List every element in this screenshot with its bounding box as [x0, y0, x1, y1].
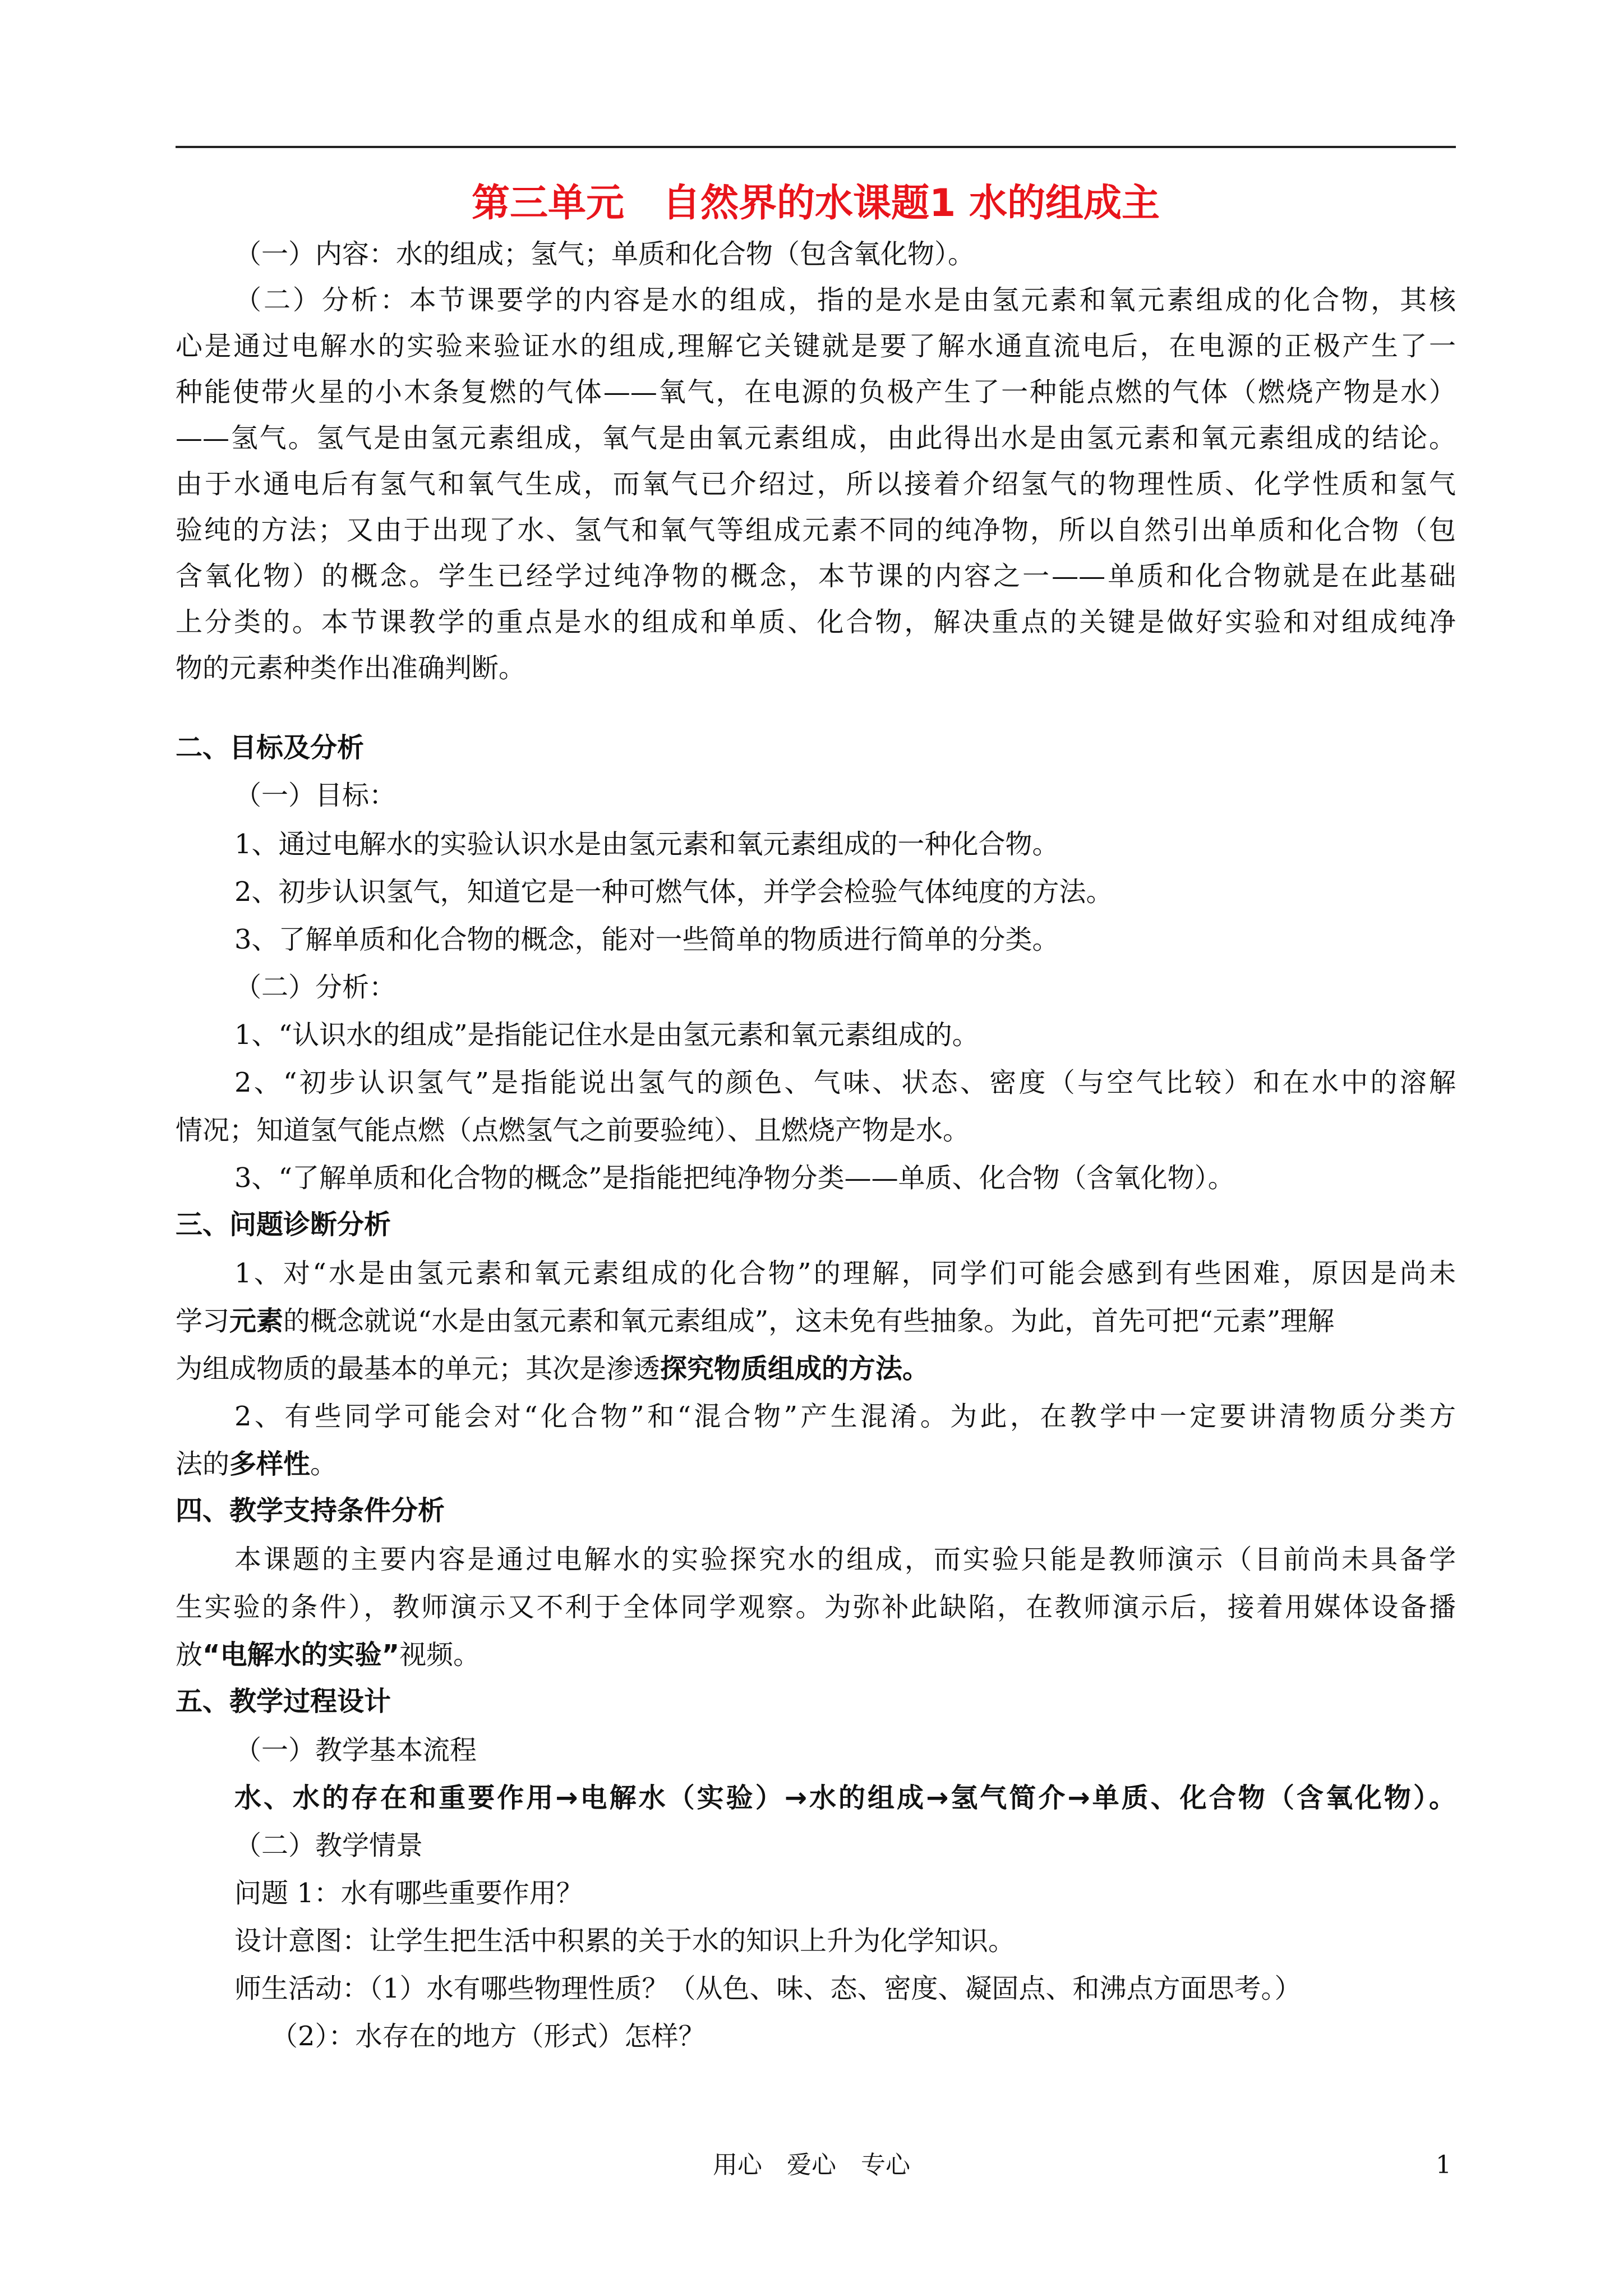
section-heading: 五、教学过程设计 — [176, 1686, 391, 1717]
paragraph-line: 放“电解水的实验”视频。 — [176, 1639, 481, 1671]
flow-label: （一）教学基本流程 — [234, 1734, 477, 1766]
analysis-line: 验纯的方法；又由于出现了水、氢气和氧气等组成元素不同的纯净物，所以自然引出单质和化合物（包 — [176, 514, 1456, 546]
goal-item: 3、了解单质和化合物的概念，能对一些简单的物质进行简单的分类。 — [234, 924, 1059, 955]
content-line: （一）内容：水的组成；氢气；单质和化合物（包含氧化物）。 — [234, 238, 975, 270]
analysis-line: 由于水通电后有氢气和氧气生成，而氧气已介绍过，所以接着介绍氢气的物理性质、化学性质和氢气 — [176, 468, 1456, 500]
analysis-item: 情况；知道氢气能点燃（点燃氢气之前要验纯）、且燃烧产物是水。 — [176, 1115, 970, 1146]
analysis-item: 2、“初步认识氢气”是指能说出氢气的颜色、气味、状态、密度（与空气比较）和在水中的溶解 — [234, 1067, 1456, 1098]
paragraph-line: 2、有些同学可能会对“化合物”和“混合物”产生混淆。为此，在教学中一定要讲清物质分类方 — [234, 1401, 1456, 1432]
analysis-line: 上分类的。本节课教学的重点是水的组成和单质、化合物，解决重点的关键是做好实验和对组成纯净 — [176, 606, 1456, 638]
section-heading: 三、问题诊断分析 — [176, 1209, 391, 1240]
scene-label: （二）教学情景 — [234, 1830, 423, 1861]
section-heading: 二、目标及分析 — [176, 732, 365, 763]
analysis-line: 物的元素种类作出准确判断。 — [176, 652, 526, 684]
activity-line: 师生活动：（1）水有哪些物理性质？（从色、味、态、密度、凝固点、和沸点方面思考。） — [234, 1973, 1302, 2004]
paragraph-line: 法的多样性。 — [176, 1448, 338, 1480]
page-number: 1 — [1436, 2151, 1451, 2179]
question-line: 问题 1：水有哪些重要作用？ — [234, 1878, 583, 1909]
header-rule — [176, 146, 1456, 148]
emphasis-text: 探究物质组成的方法。 — [660, 1353, 930, 1384]
paragraph-line: 1、对“水是由氢元素和氧元素组成的化合物”的理解，同学们可能会感到有些困难，原因是尚未 — [234, 1258, 1456, 1289]
analysis-line: （二）分析：本节课要学的内容是水的组成，指的是水是由氢元素和氧元素组成的化合物，其核 — [234, 284, 1456, 316]
analysis-item: 1、“认识水的组成”是指能记住水是由氢元素和氧元素组成的。 — [234, 1019, 979, 1051]
paragraph-line: 本课题的主要内容是通过电解水的实验探究水的组成，而实验只能是教师演示（目前尚未具备学 — [234, 1544, 1456, 1575]
paragraph-line: 生实验的条件），教师演示又不利于全体同学观察。为弥补此缺陷，在教师演示后，接着用媒体设备播 — [176, 1591, 1456, 1623]
analysis-label: （二）分析： — [234, 972, 396, 1003]
paragraph-line: 学习元素的概念就说“水是由氢元素和氧元素组成”，这未免有些抽象。为此，首先可把“元素”理解 — [176, 1305, 1335, 1337]
analysis-line: ——氢气。氢气是由氢元素组成，氧气是由氧元素组成，由此得出水是由氢元素和氧元素组成的结论。 — [176, 422, 1456, 454]
paragraph-line: 为组成物质的最基本的单元；其次是渗透探究物质组成的方法。 — [176, 1353, 930, 1384]
page-footer: 用心 爱心 专心 — [713, 2151, 910, 2179]
emphasis-text: “电解水的实验” — [202, 1639, 400, 1671]
page-title: 第三单元 自然界的水课题1 水的组成主 — [472, 181, 1160, 226]
emphasis-text: 元素 — [229, 1305, 284, 1337]
design-intent: 设计意图：让学生把生活中积累的关于水的知识上升为化学知识。 — [234, 1925, 1016, 1957]
goals-label: （一）目标： — [234, 780, 396, 811]
teaching-flow: 水、水的存在和重要作用→电解水（实验）→水的组成→氢气简介→单质、化合物（含氧化物）。 — [234, 1782, 1456, 1814]
activity-line: （2）：水存在的地方（形式）怎样？ — [271, 2021, 706, 2052]
analysis-line: 心是通过电解水的实验来验证水的组成,理解它关键就是要了解水通直流电后，在电源的正极产生了一 — [176, 330, 1456, 362]
emphasis-text: 多样性 — [229, 1448, 311, 1480]
goal-item: 1、通过电解水的实验认识水是由氢元素和氧元素组成的一种化合物。 — [234, 829, 1059, 860]
goal-item: 2、初步认识氢气，知道它是一种可燃气体，并学会检验气体纯度的方法。 — [234, 876, 1113, 908]
section-heading: 四、教学支持条件分析 — [176, 1495, 445, 1526]
analysis-line: 含氧化物）的概念。学生已经学过纯净物的概念，本节课的内容之一——单质和化合物就是在此基础 — [176, 560, 1456, 592]
analysis-item: 3、“了解单质和化合物的概念”是指能把纯净物分类——单质、化合物（含氧化物）。 — [234, 1162, 1235, 1194]
analysis-line: 种能使带火星的小木条复燃的气体——氧气，在电源的负极产生了一种能点燃的气体（燃烧产物是水） — [176, 376, 1456, 408]
